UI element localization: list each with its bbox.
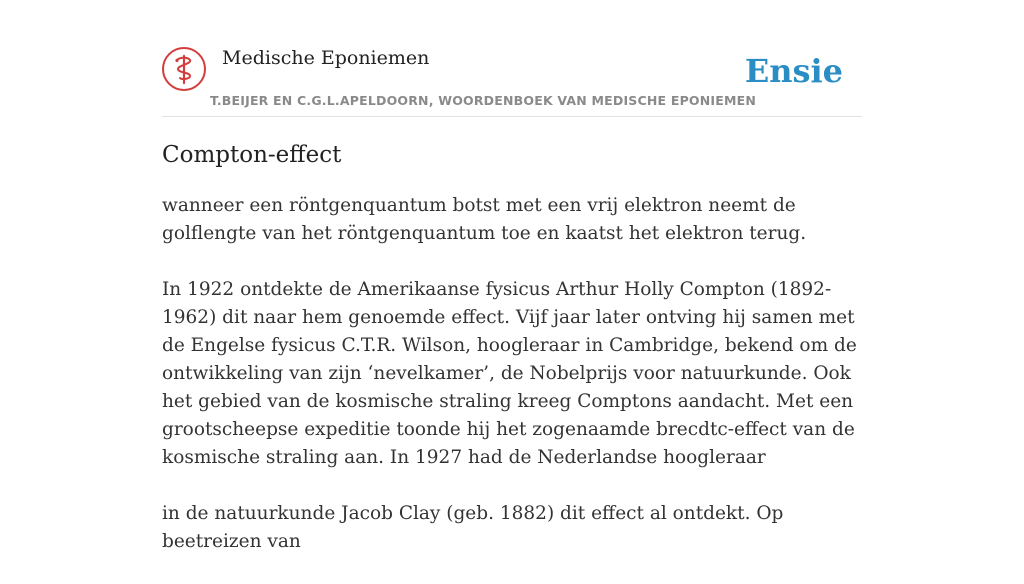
brand-logo[interactable]: Ensie [744, 52, 843, 90]
definition-paragraph: In 1922 ontdekte de Amerikaanse fysicus Arthur Holly Compton (1892-1962) dit naar hem genoemde effect. Vijf jaar later ontving hij samen met de Engelse fysicus C.T.R. Wilson, hoogleraar in Cambridge, bekend om de ontwikkeling van zijn ‘nevelkamer’, de Nobelprijs voor natuurkunde. Ook het gebied van de kosmische straling kreeg Comptons aandacht. Met een grootscheepse expeditie toonde hij het zogenaamde brecdtc-effect van de kosmische straling aan. In 1927 had de Nederlandse hoogleraar [162, 279, 857, 468]
caduceus-icon [162, 47, 206, 91]
source-subtitle: T.BEIJER EN C.G.L.APELDOORN, WOORDENBOEK VAN MEDISCHE EPONIEMEN [210, 93, 757, 108]
definition-paragraph: in de natuurkunde Jacob Clay (geb. 1882) dit effect al ontdekt. Op beetreizen van [162, 503, 784, 552]
source-header [162, 46, 862, 117]
entry-definition [162, 192, 862, 584]
definition-paragraph: wanneer een röntgenquantum botst met een vrij elektron neemt de golflengte van het röntgenquantum toe en kaatst het elektron terug. [162, 195, 807, 244]
source-title[interactable]: Medische Eponiemen [222, 47, 430, 69]
entry-term: Compton-effect [162, 142, 342, 168]
